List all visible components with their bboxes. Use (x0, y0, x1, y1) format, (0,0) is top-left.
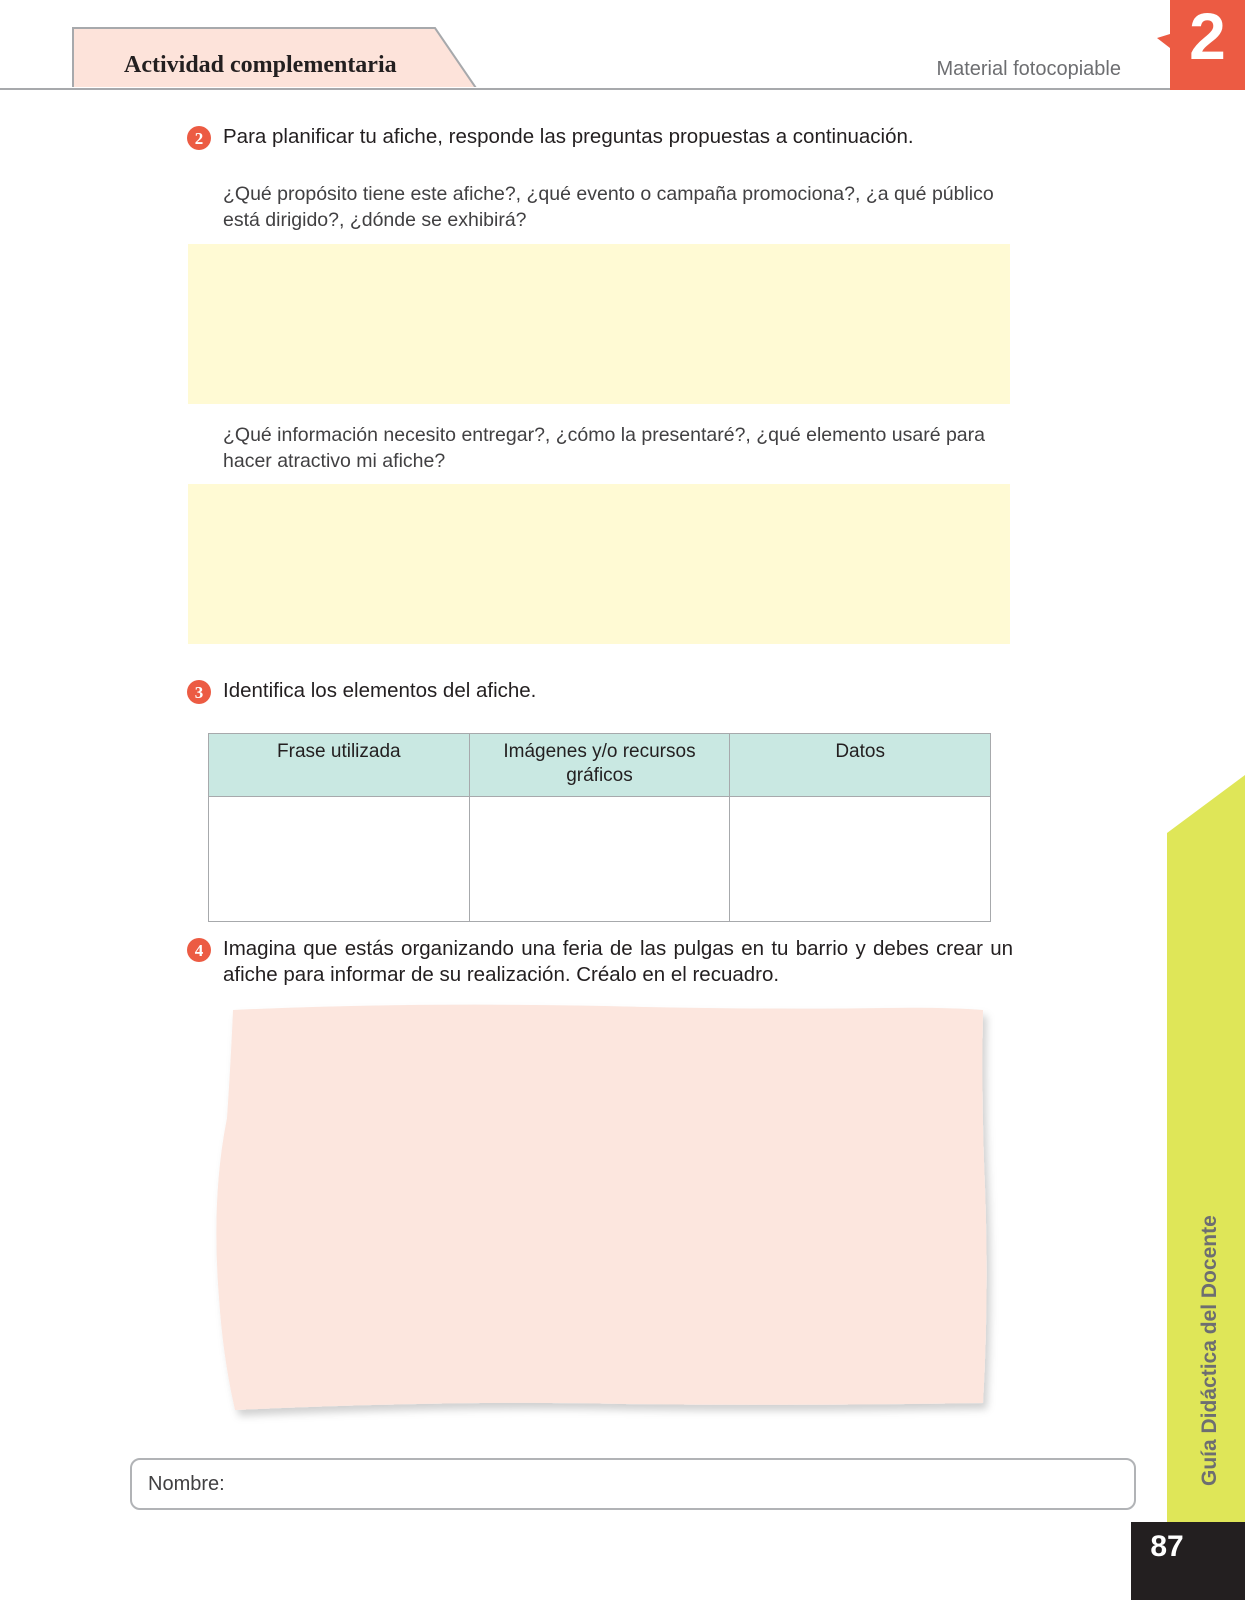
table-cell-phrase[interactable] (209, 797, 470, 922)
table-header-phrase: Frase utilizada (209, 734, 470, 797)
poster-elements-table (208, 733, 991, 922)
table-header-images: Imágenes y/o recursos gráficos (469, 734, 730, 797)
table-cell-data[interactable] (730, 797, 991, 922)
page-number: 87 (1150, 1530, 1184, 1563)
table-row (209, 797, 991, 922)
table-header-row (209, 734, 991, 797)
poster-drawing-area[interactable] (205, 998, 1005, 1428)
side-label: Guía Didáctica del Docente (1198, 1215, 1221, 1486)
question-purpose: ¿Qué propósito tiene este afiche?, ¿qué evento o campaña promociona?, ¿a qué público está dirigido?, ¿dónde se exhibirá? (223, 183, 994, 231)
step-2-instruction: Para planificar tu afiche, responde las preguntas propuestas a continuación. (223, 125, 914, 148)
table-header-data: Datos (730, 734, 991, 797)
table-cell-images[interactable] (469, 797, 730, 922)
name-field[interactable] (130, 1458, 1136, 1510)
material-label: Material fotocopiable (936, 58, 1121, 80)
step-3-badge: 3 (187, 680, 211, 704)
step-3-instruction: Identifica los elementos del afiche. (223, 679, 537, 702)
name-label: Nombre: (148, 1473, 225, 1495)
answer-box-purpose[interactable] (188, 244, 1010, 404)
question-information: ¿Qué información necesito entregar?, ¿cómo la presentaré?, ¿qué elemento usaré para hacer atractivo mi afiche? (223, 424, 985, 472)
page-header-title: Actividad complementaria (124, 52, 397, 78)
answer-box-information[interactable] (188, 484, 1010, 644)
unit-number: 2 (1189, 0, 1226, 73)
step-2-badge: 2 (187, 126, 211, 150)
step-4-badge: 4 (187, 938, 211, 962)
step-4-instruction: Imagina que estás organizando una feria de las pulgas en tu barrio y debes crear un afiche para informar de su realización. Créalo en el recuadro. (223, 937, 1013, 986)
